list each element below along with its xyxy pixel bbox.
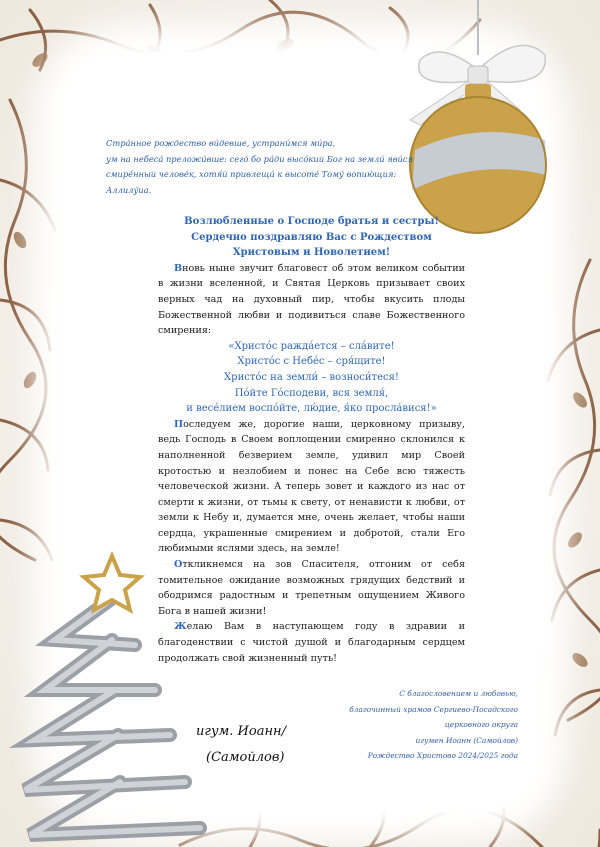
hymn-line: и весе́лием воспо́йте, лю́дие, я́ко просла́вися!» — [186, 403, 437, 415]
hymn-line: «Христо́с ражда́ется – сла́вите! — [228, 340, 395, 352]
epigraph-line: Стра́нное рождество ви́девше, устрани́мся ми́ра, — [106, 138, 336, 148]
epigraph-line: ум на небеса́ преложи́вше: сего́ бо ра́ди высо́кий Бог на земли́ яви́ся — [106, 153, 414, 164]
paragraph-text: новь ныне звучит благовест об этом великом событии в жизни вселенной, и Святая Церковь призывает своих верных чад на духовный пир, чтобы вкусить плоды Божественной любви и подивиться славе Божественного смирения: — [158, 262, 465, 337]
paragraph-4 — [158, 619, 465, 666]
hymn-line: Христо́с с Небе́с – сря́щите! — [237, 356, 386, 368]
drop-cap: Ж — [174, 621, 187, 633]
drop-cap: В — [174, 262, 183, 274]
drop-cap: П — [174, 418, 184, 430]
paragraph-text: елаю Вам в наступающем году в здравии и благоденствии с чистой душой и благодарным сердцем продолжать свой жизненный путь! — [158, 621, 465, 664]
closing-line: игумен Иоанн (Самойлов) — [415, 735, 518, 745]
hymn-line: По́йте Го́сподеви, вся земля́, — [234, 387, 389, 399]
paragraph-3 — [158, 557, 465, 619]
paragraph-2 — [158, 417, 465, 557]
paragraph-text: ткликнемся на зов Спасителя, отгоним от себя томительное ожидание возможных грядущих бедствий и ободримся радостным и трепетным ощущением Живого Бога в нашей жизни! — [158, 559, 465, 617]
drop-cap: О — [174, 559, 183, 571]
epigraph-line: смире́нный челове́к, хотя́й привлещи́ к высоте́ Тому́ вопию́щия: — [106, 169, 397, 180]
greeting-line: Возлюбленные о Господе братья и сестры! — [184, 216, 439, 227]
paragraph-1 — [158, 261, 465, 339]
closing-line: С благословением и любовью, — [399, 689, 518, 698]
troparion-epigraph — [106, 136, 426, 198]
closing-line: благочинный храмов Сергиево-Посадского — [349, 704, 518, 714]
hymn-block — [158, 339, 465, 417]
greeting-line: Христовым и Новолетием! — [232, 247, 391, 259]
signature-line: игум. Иоанн/ — [196, 724, 286, 739]
closing-line: церковного округа — [444, 720, 518, 729]
greeting-line: Сердечно поздравляю Вас с Рождеством — [191, 231, 432, 243]
epigraph-line: Аллилу́иа. — [106, 184, 152, 195]
closing-line: Рождество Христово 2024/2025 года — [367, 751, 518, 760]
hymn-line: Христо́с на земли́ – возноси́тeся! — [224, 371, 399, 383]
closing-block — [300, 686, 518, 764]
signature-line: (Самойлов) — [206, 750, 285, 765]
paragraph-text: оследуем же, дорогие наши, церковному призыву, ведь Господь в Своем воплощении смиренно склонился к наполненной безверием земле, удивил мир Своей кротостью и незлобием и понес на Себе всю тяжесть человеческой жизни. А теперь зовет и каждого из нас от смерти к жизни, от тьмы к свету, от ненависти к любви, от земли к Небу и, думается мне, очень желает, чтобы наши сердца, украшенные смирением и добротой, стали Его любимыми яслями здесь, на земле! — [158, 418, 465, 555]
greeting-block — [158, 214, 465, 261]
letter-body — [158, 214, 465, 666]
